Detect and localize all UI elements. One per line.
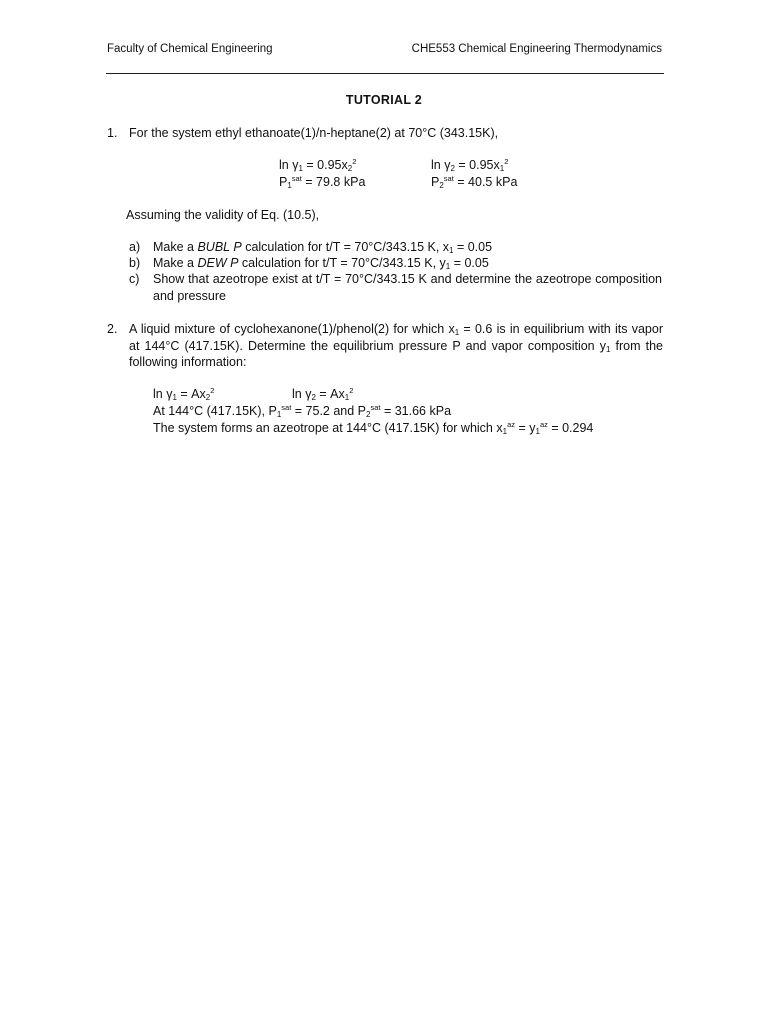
- q2-number: 2.: [107, 322, 118, 336]
- q1-eq-gamma2: $\ln \gamma_2 = 0.95x_1^2$: [431, 157, 509, 173]
- q1b-label: b): [129, 256, 141, 270]
- q1c-label: c): [129, 272, 140, 286]
- page-title: TUTORIAL 2: [345, 93, 423, 107]
- q1-number: 1.: [107, 126, 118, 140]
- q1-eq-p1sat: $P_1^{sat} = 79.8$ kPa: [279, 174, 366, 190]
- q1-eq-p2sat: $P_2^{sat} = 40.5$ kPa: [431, 174, 518, 190]
- q1a-text: Make a BUBL P calculation for t/T = 70°C/343.15 K, $x_1 = 0.05$: [153, 240, 493, 255]
- q2-azeotrope-info: The system forms an azeotrope at 144°C (417.15K) for which $x_1^{az} = y_1^{az} = 0.294$: [153, 420, 594, 436]
- q2-eq-gamma2: $\ln \gamma_2 = Ax_1^2$: [292, 386, 354, 402]
- q1c-text: Show that azeotrope exist at t/T = 70°C/343.15 K and determine the azeotrope composition and pressure: [153, 272, 662, 303]
- q1-eq-gamma1: $\ln \gamma_1 = 0.95x_2^2$: [279, 157, 357, 173]
- header-course: CHE553 Chemical Engineering Thermodynamics: [411, 43, 662, 55]
- q1a-label: a): [129, 240, 141, 254]
- q1-assumption: Assuming the validity of Eq. (10.5),: [126, 208, 320, 222]
- header-faculty: Faculty of Chemical Engineering: [107, 43, 273, 55]
- q1-text: For the system ethyl ethanoate(1)/n-heptane(2) at 70°C (343.15K),: [129, 126, 499, 140]
- q2-vapor-pressures: At 144°C (417.15K), $P_1^{sat} = 75.2$ and $P_2^{sat} = 31.66$ kPa: [153, 403, 452, 419]
- q2-text: A liquid mixture of cyclohexanone(1)/phenol(2) for which $x_1 = 0.6$ is in equilibrium with its vapor at 144°C (417.15K). Determine the equilibrium pressure P and vapor composition $y_1$ from the following information:: [129, 322, 664, 369]
- header-divider: [106, 73, 664, 74]
- q2-eq-gamma1: $\ln \gamma_1 = Ax_2^2$: [153, 386, 215, 402]
- q1b-text: Make a DEW P calculation for t/T = 70°C/343.15 K, $y_1 = 0.05$: [153, 256, 489, 271]
